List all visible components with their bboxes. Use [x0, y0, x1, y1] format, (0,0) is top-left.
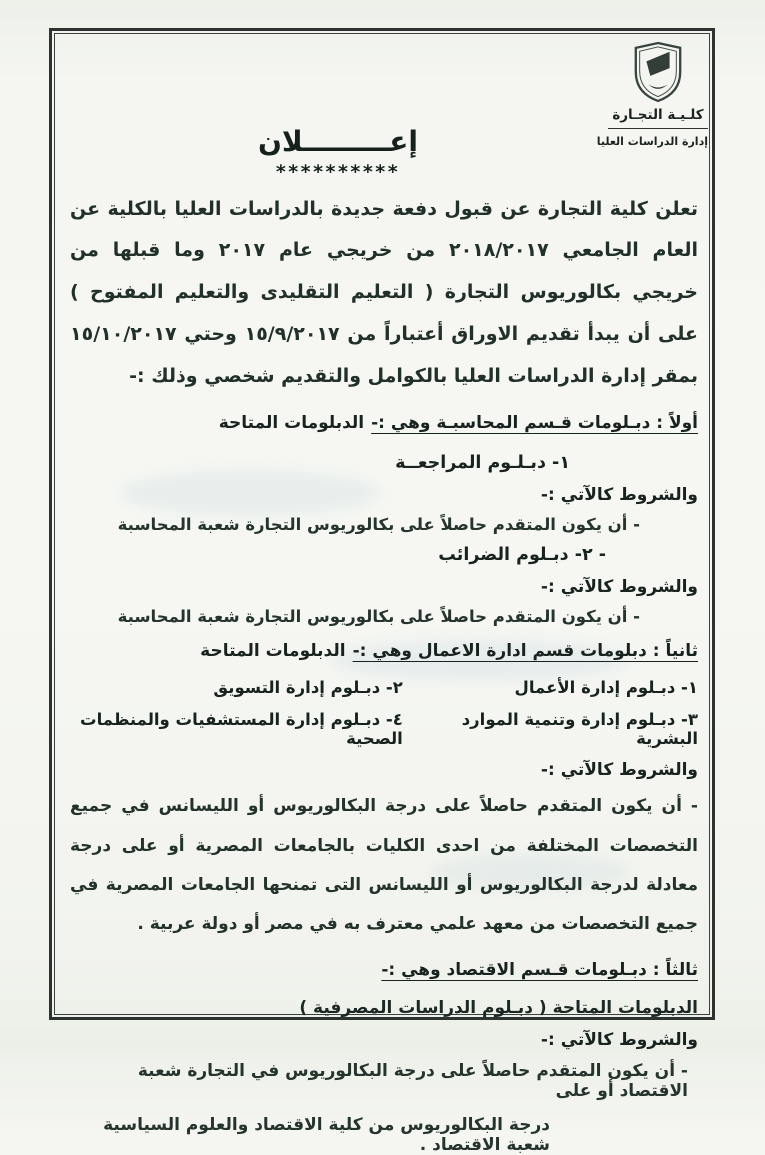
section-heading-business-underlined: ثانياً : دبلومات قسم ادارة الاعمال وهي :- — [352, 640, 698, 661]
available-diplomas-banking: الدبلومات المتاحة ( دبـلوم الدراسات المصرفية ) — [299, 998, 698, 1019]
condition-item-line2: درجة البكالوريوس من كلية الاقتصاد والعلوم السياسية شعبة الاقتصاد . — [103, 1115, 550, 1155]
section-heading-accounting-underlined: أولاً : دبـلومات قـسم المحاسبـة وهي :- — [371, 412, 698, 433]
business-diplomas-grid — [70, 678, 698, 748]
diploma-business-admin: ١- دبـلوم إدارة الأعمال — [514, 678, 698, 698]
announcement-title: إعـــــــــلان — [257, 125, 418, 158]
department-name: إدارة الدراسات العليا — [596, 135, 708, 148]
diploma-hr: ٣- دبـلوم إدارة وتنمية الموارد البشرية — [461, 710, 698, 749]
conditions-label: والشروط كالآتي :- — [540, 1030, 698, 1051]
condition-item: - أن يكون المتقدم حاصلاً على بكالوريوس التجارة شعبة المحاسبة — [117, 606, 640, 626]
document-content — [52, 31, 712, 1155]
conditions-label: والشروط كالآتي :- — [540, 760, 698, 781]
page-border-frame — [49, 28, 715, 1155]
conditions-label: والشروط كالآتي :- — [540, 484, 698, 505]
diploma-hospitals: ٤- دبـلوم إدارة المستشفيات والمنظمات الصحية — [80, 710, 403, 749]
condition-item: - أن يكون المتقدم حاصلاً على بكالوريوس التجارة شعبة المحاسبة — [117, 514, 640, 534]
faculty-name: كلـيـة التجـارة — [608, 107, 708, 129]
diploma-marketing: ٢- دبـلوم إدارة التسويق — [213, 678, 403, 698]
intro-paragraph: تعلن كلية التجارة عن قبول دفعة جديدة بالدراسات العليا بالكلية عن العام الجامعي ٢٠١٨/٢٠١٧ من خريجي عام ٢٠١٧ وما قبلها من خريجي بكالوريوس التجارة ( التعليم التقليدى والتعليم المفتوح ) على أن يبدأ تقديم الاوراق أعتباراً من ١٥/٩/٢٠١٧ وحتي ١٥/١٠/٢٠١٧ بمقر إدارة الدراسات العليا بالكوامل والتقديم شخصي وذلك :- — [70, 197, 698, 387]
announcement-title-block — [24, 31, 652, 183]
section-heading-economics — [70, 954, 698, 986]
diploma-audit: ١- دبـلـوم المراجعــة — [395, 452, 570, 473]
condition-paragraph: - أن يكون المتقدم حاصلاً على درجة البكالوريوس أو الليسانس في جميع التخصصات المختلفة من احدى الكليات بالجامعات المصرية أو على درجة معادلة لدرجة البكالوريوس أو الليسانس التى تمنحها الجامعات المصرية في جميع التخصصات من معهد علمي معترف به في مصر أو دولة عربية . — [70, 796, 698, 935]
stars-divider: ********** — [275, 160, 401, 183]
available-diplomas-label: الدبلومات المتاحة — [200, 640, 346, 661]
section-heading-economics-underlined: ثالثاً : دبـلومات قـسم الاقتصاد وهي :- — [381, 959, 698, 980]
conditions-label: والشروط كالآتي :- — [540, 576, 698, 597]
diploma-taxes: - ٢- دبـلوم الضرائب — [438, 544, 606, 565]
section-heading-accounting — [70, 407, 698, 439]
section-heading-business — [70, 635, 698, 667]
available-diplomas-label: الدبلومات المتاحة — [218, 412, 365, 433]
condition-item-line1: - أن يكون المتقدم حاصلاً على درجة البكالوريوس في التجارة شعبة الاقتصاد أو على — [137, 1061, 688, 1102]
